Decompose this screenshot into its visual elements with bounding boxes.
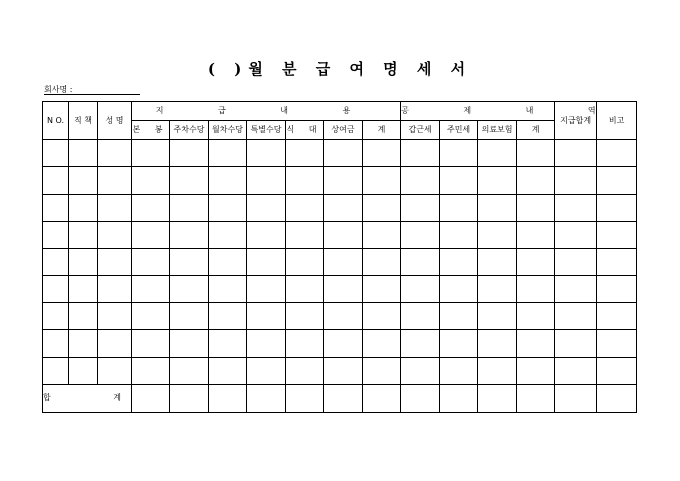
- subheader-monthly-allowance: 월차수당: [209, 121, 247, 140]
- table-cell[interactable]: [517, 194, 555, 221]
- table-cell[interactable]: [69, 248, 98, 275]
- payroll-table: [42, 101, 637, 413]
- company-name-label: 회사명 :: [44, 85, 73, 94]
- table-cell[interactable]: [209, 384, 247, 412]
- subheader-income-tax: 갑근세: [401, 121, 440, 140]
- table-cell[interactable]: [440, 167, 478, 194]
- subheader-bonus: 상여금: [324, 121, 363, 140]
- table-cell[interactable]: [69, 221, 98, 248]
- table-cell[interactable]: [170, 221, 209, 248]
- table-cell[interactable]: [324, 140, 363, 167]
- table-row: [43, 248, 637, 275]
- table-cell[interactable]: [517, 357, 555, 384]
- table-cell[interactable]: [170, 357, 209, 384]
- table-cell[interactable]: [324, 276, 363, 303]
- table-cell[interactable]: [43, 248, 69, 275]
- table-cell[interactable]: [98, 221, 132, 248]
- table-row: [43, 140, 637, 167]
- table-cell[interactable]: [286, 140, 324, 167]
- table-cell[interactable]: [555, 303, 597, 330]
- table-cell[interactable]: [555, 194, 597, 221]
- table-cell[interactable]: [286, 384, 324, 412]
- table-cell[interactable]: [401, 221, 440, 248]
- table-row: [43, 167, 637, 194]
- table-cell[interactable]: [69, 167, 98, 194]
- table-cell[interactable]: [170, 140, 209, 167]
- sum-row-label: 합 계: [43, 384, 132, 412]
- table-cell[interactable]: [132, 357, 170, 384]
- table-cell[interactable]: [440, 194, 478, 221]
- table-cell[interactable]: [170, 248, 209, 275]
- table-cell[interactable]: [98, 140, 132, 167]
- table-cell[interactable]: [209, 276, 247, 303]
- table-cell[interactable]: [555, 167, 597, 194]
- table-cell[interactable]: [209, 357, 247, 384]
- subheader-health-insurance: 의료보험: [478, 121, 517, 140]
- table-cell[interactable]: [43, 221, 69, 248]
- table-cell[interactable]: [69, 357, 98, 384]
- table-cell[interactable]: [517, 248, 555, 275]
- table-cell[interactable]: [597, 330, 637, 357]
- sum-row: [43, 384, 637, 412]
- table-cell[interactable]: [440, 140, 478, 167]
- table-cell[interactable]: [401, 248, 440, 275]
- table-cell[interactable]: [597, 221, 637, 248]
- table-cell[interactable]: [98, 194, 132, 221]
- table-cell[interactable]: [286, 194, 324, 221]
- table-cell[interactable]: [363, 384, 401, 412]
- subheader-special-allowance: 특별수당: [247, 121, 286, 140]
- table-cell[interactable]: [247, 276, 286, 303]
- table-cell[interactable]: [132, 167, 170, 194]
- table-cell[interactable]: [401, 303, 440, 330]
- table-cell[interactable]: [286, 248, 324, 275]
- table-cell[interactable]: [43, 167, 69, 194]
- table-cell[interactable]: [98, 276, 132, 303]
- table-cell[interactable]: [324, 303, 363, 330]
- table-cell[interactable]: [324, 194, 363, 221]
- table-cell[interactable]: [597, 167, 637, 194]
- table-cell[interactable]: [401, 330, 440, 357]
- table-cell[interactable]: [286, 167, 324, 194]
- table-row: [43, 357, 637, 384]
- table-cell[interactable]: [209, 194, 247, 221]
- table-cell[interactable]: [43, 303, 69, 330]
- table-cell[interactable]: [555, 248, 597, 275]
- table-cell[interactable]: [209, 303, 247, 330]
- table-cell[interactable]: [209, 221, 247, 248]
- table-row: [43, 276, 637, 303]
- company-name-field-line: [44, 94, 140, 95]
- table-cell[interactable]: [363, 167, 401, 194]
- table-cell[interactable]: [478, 276, 517, 303]
- table-cell[interactable]: [517, 140, 555, 167]
- table-cell[interactable]: [478, 221, 517, 248]
- table-cell[interactable]: [98, 248, 132, 275]
- table-cell[interactable]: [43, 330, 69, 357]
- table-cell[interactable]: [517, 303, 555, 330]
- table-cell[interactable]: [247, 167, 286, 194]
- table-cell[interactable]: [597, 140, 637, 167]
- table-cell[interactable]: [478, 167, 517, 194]
- table-cell[interactable]: [597, 357, 637, 384]
- table-cell[interactable]: [247, 303, 286, 330]
- header-remarks: 비고: [597, 102, 637, 140]
- subheader-deduction-sum: 계: [517, 121, 555, 140]
- table-cell[interactable]: [555, 276, 597, 303]
- table-cell[interactable]: [43, 276, 69, 303]
- table-cell[interactable]: [597, 384, 637, 412]
- table-cell[interactable]: [132, 248, 170, 275]
- table-cell[interactable]: [440, 276, 478, 303]
- table-cell[interactable]: [478, 248, 517, 275]
- table-cell[interactable]: [170, 330, 209, 357]
- table-cell[interactable]: [478, 194, 517, 221]
- table-cell[interactable]: [286, 357, 324, 384]
- table-cell[interactable]: [363, 357, 401, 384]
- subheader-weekly-allowance: 주차수당: [170, 121, 209, 140]
- table-cell[interactable]: [170, 167, 209, 194]
- subheader-meal: 식 대: [286, 121, 324, 140]
- table-cell[interactable]: [324, 357, 363, 384]
- table-cell[interactable]: [478, 384, 517, 412]
- table-cell[interactable]: [209, 140, 247, 167]
- table-cell[interactable]: [440, 357, 478, 384]
- table-cell[interactable]: [555, 221, 597, 248]
- table-cell[interactable]: [132, 140, 170, 167]
- page-title: ( )월 분 급 여 명 세 서: [207, 60, 473, 78]
- table-cell[interactable]: [555, 330, 597, 357]
- table-cell[interactable]: [517, 221, 555, 248]
- table-cell[interactable]: [401, 140, 440, 167]
- table-cell[interactable]: [440, 248, 478, 275]
- table-cell[interactable]: [363, 330, 401, 357]
- table-cell[interactable]: [132, 221, 170, 248]
- table-cell[interactable]: [209, 248, 247, 275]
- table-cell[interactable]: [247, 330, 286, 357]
- table-header-row: [43, 102, 637, 121]
- table-cell[interactable]: [478, 303, 517, 330]
- header-no: N O.: [43, 102, 69, 140]
- table-cell[interactable]: [517, 384, 555, 412]
- table-cell[interactable]: [69, 330, 98, 357]
- table-cell[interactable]: [98, 167, 132, 194]
- table-cell[interactable]: [170, 303, 209, 330]
- table-cell[interactable]: [286, 221, 324, 248]
- table-row: [43, 194, 637, 221]
- table-cell[interactable]: [247, 221, 286, 248]
- table-cell[interactable]: [597, 276, 637, 303]
- table-cell[interactable]: [597, 303, 637, 330]
- table-cell[interactable]: [401, 384, 440, 412]
- table-cell[interactable]: [69, 140, 98, 167]
- table-cell[interactable]: [98, 330, 132, 357]
- table-row: [43, 303, 637, 330]
- table-cell[interactable]: [324, 221, 363, 248]
- table-cell[interactable]: [363, 194, 401, 221]
- table-cell[interactable]: [247, 140, 286, 167]
- table-cell[interactable]: [132, 276, 170, 303]
- table-cell[interactable]: [363, 221, 401, 248]
- table-row: [43, 221, 637, 248]
- table-cell[interactable]: [555, 384, 597, 412]
- header-total-pay: 지급합계: [555, 102, 597, 140]
- table-cell[interactable]: [517, 276, 555, 303]
- table-cell[interactable]: [478, 330, 517, 357]
- table-cell[interactable]: [247, 194, 286, 221]
- table-cell[interactable]: [363, 276, 401, 303]
- table-cell[interactable]: [324, 167, 363, 194]
- table-cell[interactable]: [324, 248, 363, 275]
- table-cell[interactable]: [286, 276, 324, 303]
- table-cell[interactable]: [132, 303, 170, 330]
- table-cell[interactable]: [324, 330, 363, 357]
- header-position: 직 책: [69, 102, 98, 140]
- table-cell[interactable]: [324, 384, 363, 412]
- table-cell[interactable]: [43, 140, 69, 167]
- table-cell[interactable]: [363, 140, 401, 167]
- header-payment-group: 지 급 내 용: [132, 102, 401, 121]
- table-cell[interactable]: [286, 303, 324, 330]
- table-cell[interactable]: [69, 303, 98, 330]
- table-cell[interactable]: [98, 303, 132, 330]
- table-cell[interactable]: [555, 140, 597, 167]
- header-deduction-group: 공 제 내 역: [401, 102, 555, 121]
- table-cell[interactable]: [440, 384, 478, 412]
- table-cell[interactable]: [401, 167, 440, 194]
- table-cell[interactable]: [286, 330, 324, 357]
- table-cell[interactable]: [401, 276, 440, 303]
- table-cell[interactable]: [597, 194, 637, 221]
- table-cell[interactable]: [43, 357, 69, 384]
- table-cell[interactable]: [170, 276, 209, 303]
- table-cell[interactable]: [209, 330, 247, 357]
- header-name: 성 명: [98, 102, 132, 140]
- table-cell[interactable]: [170, 194, 209, 221]
- table-cell[interactable]: [401, 194, 440, 221]
- table-cell[interactable]: [478, 357, 517, 384]
- table-cell[interactable]: [555, 357, 597, 384]
- table-cell[interactable]: [69, 276, 98, 303]
- table-cell[interactable]: [363, 248, 401, 275]
- table-cell[interactable]: [440, 330, 478, 357]
- table-cell[interactable]: [170, 384, 209, 412]
- table-cell[interactable]: [247, 248, 286, 275]
- subheader-base-salary: 본 봉: [132, 121, 170, 140]
- table-cell[interactable]: [597, 248, 637, 275]
- table-cell[interactable]: [132, 330, 170, 357]
- table-cell[interactable]: [478, 140, 517, 167]
- table-cell[interactable]: [401, 357, 440, 384]
- table-cell[interactable]: [132, 194, 170, 221]
- table-cell[interactable]: [69, 194, 98, 221]
- table-cell[interactable]: [517, 330, 555, 357]
- table-subheader-row: [43, 121, 637, 140]
- table-cell[interactable]: [247, 384, 286, 412]
- subheader-resident-tax: 주민세: [440, 121, 478, 140]
- table-cell[interactable]: [247, 357, 286, 384]
- table-cell[interactable]: [440, 221, 478, 248]
- table-cell[interactable]: [440, 303, 478, 330]
- table-cell[interactable]: [517, 167, 555, 194]
- table-cell[interactable]: [98, 357, 132, 384]
- subheader-payment-sum: 계: [363, 121, 401, 140]
- table-row: [43, 330, 637, 357]
- table-cell[interactable]: [363, 303, 401, 330]
- table-cell[interactable]: [43, 194, 69, 221]
- table-cell[interactable]: [209, 167, 247, 194]
